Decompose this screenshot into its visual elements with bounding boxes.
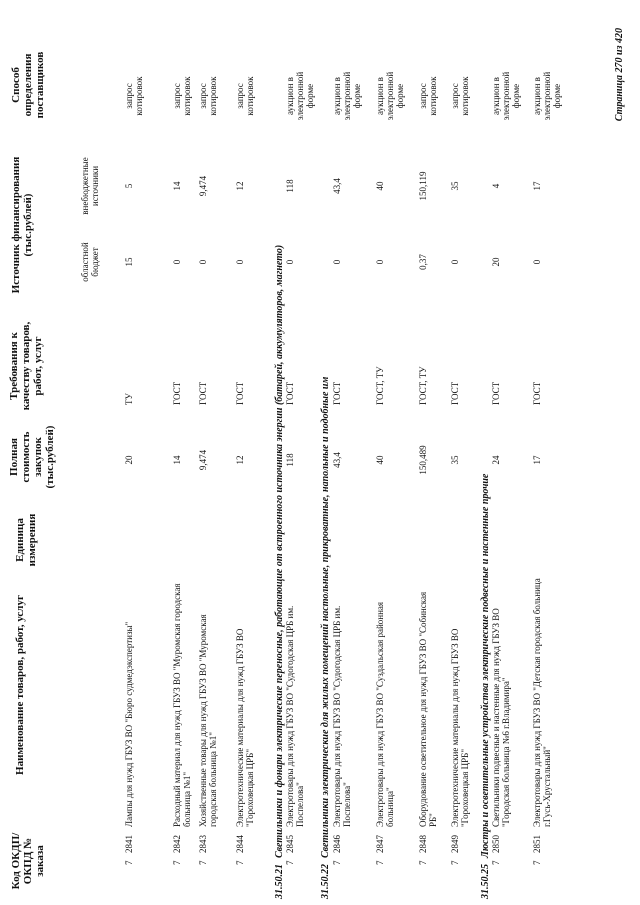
row-number: 2849 — [450, 835, 460, 853]
header-name: Наименование товаров, работ, услуг — [14, 595, 26, 775]
header-reqs: Требования к качеству товаров, работ, услуг — [8, 321, 44, 411]
row-name: Лампы для нужд ГБУЗ ВО "Бюро судмедэкспертизы" — [124, 621, 134, 827]
row-name: Оборудование осветительное для нужд ГБУЗ ВО "Собинская РБ" — [418, 591, 438, 827]
row-extra: 40 — [375, 181, 385, 191]
row-extra: 17 — [532, 181, 542, 191]
row-name: Хозяйственные товары для нужд ГБУЗ ВО "Муромская городская больница №1" — [198, 614, 218, 827]
row-method: запрос котировок — [172, 76, 192, 116]
row-regional: 15 — [124, 257, 134, 267]
header-method: Способ определения поставщиков — [10, 51, 46, 119]
row-name: Электротехнические материалы для нужд ГБУЗ ВО "Гороховецкая ЦРБ" — [235, 628, 255, 827]
row-prefix: 7 — [375, 860, 385, 865]
section-title: Светильники и фонари электрические переносные, работающие от встроенного источника энергии (батарей, аккумуляторов, магнето) — [274, 244, 285, 858]
row-extra: 35 — [450, 181, 460, 191]
row-prefix: 7 — [491, 860, 501, 865]
section-title: Светильники электрические для жилых помещений настольные, прикроватные, напольные и подобные им — [320, 376, 331, 858]
row-method: аукцион в электронной форме — [532, 71, 562, 121]
row-name: Электротовары для нужд ГБУЗ ВО "Суздальская районная больница" — [375, 601, 395, 827]
row-extra: 150,119 — [418, 171, 428, 201]
row-name: Электротовары для нужд ГБУЗ ВО "Детская городская больница г.Гусь-Хрустальный" — [532, 578, 552, 827]
row-regional: 0 — [332, 259, 342, 265]
row-regional: 0 — [375, 259, 385, 265]
row-method: аукцион в электронной форме — [332, 71, 362, 121]
section-heading — [320, 377, 331, 899]
section-heading — [274, 245, 285, 899]
row-reqs: ГОСТ, ТУ — [375, 366, 385, 405]
row-method: запрос котировок — [235, 76, 255, 116]
row-reqs: ГОСТ — [172, 381, 182, 405]
row-number: 2845 — [285, 835, 295, 853]
section-heading — [480, 474, 491, 899]
row-extra: 9,474 — [198, 175, 208, 197]
row-regional: 0 — [235, 259, 245, 265]
row-extra: 12 — [235, 181, 245, 191]
section-code: 31.50.21 — [274, 864, 285, 899]
row-cost: 150,489 — [418, 445, 428, 475]
row-name: Электротехнические материалы для нужд ГБУЗ ВО "Гороховецкая ЦРБ" — [450, 628, 470, 827]
row-cost: 20 — [124, 455, 134, 465]
row-name: Расходный материал для нужд ГБУЗ ВО "Муромская городская больница №1" — [172, 583, 192, 827]
row-prefix: 7 — [235, 860, 245, 865]
row-regional: 0 — [198, 259, 208, 265]
row-number: 2841 — [124, 835, 134, 853]
row-extra: 5 — [124, 183, 134, 189]
row-reqs: ГОСТ, ТУ — [418, 366, 428, 405]
row-cost: 14 — [172, 455, 182, 465]
row-regional: 0 — [172, 259, 182, 265]
row-prefix: 7 — [172, 860, 182, 865]
row-cost: 35 — [450, 455, 460, 465]
row-method: запрос котировок — [450, 76, 470, 116]
row-number: 2844 — [235, 835, 245, 853]
row-prefix: 7 — [450, 860, 460, 865]
header-source-extra: внебюджетные источники — [80, 157, 100, 215]
row-cost: 17 — [532, 455, 542, 465]
row-method: запрос котировок — [418, 76, 438, 116]
row-name: Электротовары для нужд ГБУЗ ВО "Судогодская ЦРБ им. Поспелова" — [285, 605, 305, 827]
row-prefix: 7 — [418, 860, 428, 865]
section-title: Люстры и осветительные устройства электрические подвесные и настенные прочие — [480, 473, 491, 858]
row-reqs: ГОСТ — [332, 381, 342, 405]
header-source: Источник финансирования (тыс.рублей) — [10, 156, 34, 294]
row-regional: 0 — [532, 259, 542, 265]
row-prefix: 7 — [124, 860, 134, 865]
row-reqs: ГОСТ — [285, 381, 295, 405]
row-cost: 43,4 — [332, 452, 342, 468]
row-cost: 24 — [491, 455, 501, 465]
row-number: 2846 — [332, 835, 342, 853]
row-method: запрос котировок — [124, 76, 144, 116]
row-regional: 0 — [450, 259, 460, 265]
row-number: 2843 — [198, 835, 208, 853]
row-reqs: ТУ — [124, 393, 134, 405]
row-reqs: ГОСТ — [491, 381, 501, 405]
row-cost: 12 — [235, 455, 245, 465]
row-prefix: 7 — [285, 860, 295, 865]
row-number: 2847 — [375, 835, 385, 853]
row-cost: 40 — [375, 455, 385, 465]
row-prefix: 7 — [332, 860, 342, 865]
row-prefix: 7 — [198, 860, 208, 865]
row-regional: 0 — [285, 259, 295, 265]
row-number: 2850 — [491, 835, 501, 853]
header-unit: Единица измерения — [14, 513, 38, 567]
row-method: аукцион в электронной форме — [491, 71, 521, 121]
row-method: аукцион в электронной форме — [375, 71, 405, 121]
row-extra: 4 — [491, 183, 501, 189]
row-reqs: ГОСТ — [198, 381, 208, 405]
row-regional: 20 — [491, 257, 501, 267]
header-code: Код ОКДП/ ОКПД № заказа — [10, 832, 46, 890]
row-extra: 14 — [172, 181, 182, 191]
row-extra: 118 — [285, 179, 295, 193]
section-code: 31.50.25 — [480, 864, 491, 899]
row-number: 2848 — [418, 835, 428, 853]
page-footer: Страница 270 из 420 — [614, 28, 625, 122]
row-prefix: 7 — [532, 860, 542, 865]
row-reqs: ГОСТ — [235, 381, 245, 405]
row-name: Электротовары для нужд ГБУЗ ВО "Судогодская ЦРБ им. Поспелова" — [332, 605, 352, 827]
row-reqs: ГОСТ — [450, 381, 460, 405]
row-cost: 9,474 — [198, 449, 208, 471]
row-regional: 0,37 — [418, 254, 428, 270]
section-code: 31.50.22 — [320, 864, 331, 899]
row-cost: 118 — [285, 453, 295, 467]
row-number: 2842 — [172, 835, 182, 853]
header-cost: Полная стоимость закупок (тыс.рублей) — [8, 425, 56, 489]
row-method: аукцион в электронной форме — [285, 71, 315, 121]
row-method: запрос котировок — [198, 76, 218, 116]
row-number: 2851 — [532, 835, 542, 853]
row-extra: 43,4 — [332, 178, 342, 194]
header-source-regional: областной бюджет — [80, 242, 100, 282]
row-reqs: ГОСТ — [532, 381, 542, 405]
row-name: Светильники подвесные и настенные для нужд ГБУЗ ВО "Городская больница №6 г.Владимира" — [491, 608, 511, 827]
